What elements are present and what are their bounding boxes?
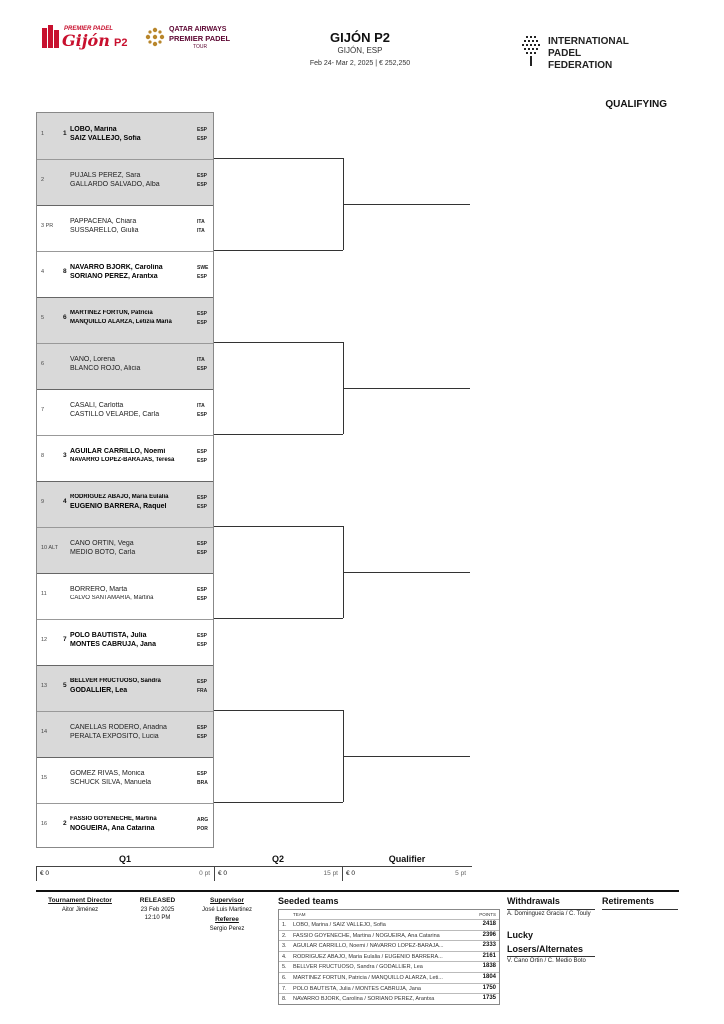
seed-rank: 5. (282, 964, 287, 971)
seeded-points: 2396 (482, 931, 496, 938)
lucky-title: Lucky (507, 930, 534, 940)
player-2-name: SUSSARELLO, Giulia (70, 227, 139, 234)
seeded-team-name: FASSIO GOYENECHE, Martina / NOGUEIRA, Ana Catarina (293, 932, 440, 939)
player-2-country: ESP (197, 458, 208, 464)
seeded-row (279, 940, 499, 950)
draw-position: 7 (41, 407, 45, 413)
released-title: RELEASED (139, 897, 176, 904)
draw-slot (37, 757, 213, 803)
bracket-line (214, 802, 343, 803)
round-divider-1 (36, 866, 37, 881)
player-1-name: GOMEZ RIVAS, Monica (70, 770, 145, 777)
retirements-rule (602, 909, 678, 910)
gijon-logo-main: Gijón (62, 31, 110, 50)
player-1-country: ESP (197, 173, 208, 179)
seeded-row (279, 919, 499, 929)
seed-number: 3 (63, 452, 67, 459)
player-2-name: NAVARRO LOPEZ-BARAJAS, Teresa (70, 457, 175, 463)
seed-number: 4 (63, 498, 67, 505)
slot-separator (37, 343, 213, 344)
round-q1-prize: € 0 (40, 870, 50, 877)
released-block (125, 897, 190, 921)
player-2-country: FRA (197, 688, 208, 694)
player-1-country: ESP (197, 311, 208, 317)
slot-separator (37, 757, 213, 758)
draw-slot (37, 481, 213, 527)
retirements-title: Retirements (602, 896, 655, 906)
player-1-name: POLO BAUTISTA, Julia (70, 632, 147, 639)
player-2-country: ESP (197, 274, 208, 280)
round-qualifier-label: Qualifier (388, 854, 426, 864)
slot-separator (37, 481, 213, 482)
slot-separator (37, 205, 213, 206)
player-2-name: BLANCO ROJO, Alicia (70, 365, 141, 372)
draw-position: 9 (41, 499, 45, 505)
seeded-row (279, 930, 499, 940)
player-1-country: ESP (197, 495, 208, 501)
seeded-points: 2418 (482, 921, 496, 927)
player-1-name: VANO, Lorena (70, 356, 116, 363)
player-1-country: ITA (197, 219, 205, 225)
draw-slot (37, 665, 213, 711)
draw-position: 14 (41, 729, 48, 735)
draw-position: 1 (41, 131, 45, 137)
seed-number: 5 (63, 682, 67, 689)
player-2-country: ESP (197, 642, 208, 648)
seeded-row (279, 961, 499, 971)
released-date: 23 Feb 2025 (140, 907, 175, 913)
round-q1-label: Q1 (118, 854, 131, 864)
seed-rank: 3. (282, 943, 287, 950)
player-1-country: ITA (197, 357, 205, 363)
player-1-country: SWE (197, 265, 209, 271)
player-1-name: FASSIO GOYENECHE, Martina (70, 816, 157, 822)
player-1-country: ARG (197, 817, 209, 823)
slot-separator (37, 619, 213, 620)
seed-rank: 2. (282, 932, 287, 939)
draw-slot (37, 711, 213, 757)
premier-padel-qatar-logo (145, 22, 240, 52)
tour-text: TOUR (193, 44, 208, 50)
draw-slot (37, 573, 213, 619)
withdrawals-text: A. Dominguez Gracia / C. Touly (507, 911, 591, 917)
bracket-line (214, 250, 343, 251)
seeded-row (279, 983, 499, 993)
supervisor-title: Supervisor (210, 897, 244, 904)
player-1-name: PAPPACENA, Chiara (70, 218, 137, 225)
player-1-name: BORRERO, Marta (70, 586, 128, 593)
supervisor-block (193, 897, 261, 932)
slot-separator (37, 389, 213, 390)
seeded-points: 1750 (482, 984, 496, 991)
tournament-director-title: Tournament Director (48, 897, 112, 904)
player-2-name: SCHUCK SILVA, Manuela (70, 779, 152, 786)
bracket-line (343, 756, 470, 757)
draw-position: 2 (41, 177, 45, 183)
seeded-points: 1804 (482, 974, 496, 980)
bracket-line (343, 388, 470, 389)
bracket-line (214, 158, 343, 159)
seeded-team-name: NAVARRO BJÖRK, Carolina / SORIANO PEREZ, Arantxa (293, 996, 435, 1003)
seeded-team-name: AGUILAR CARRILLO, Noemi / NAVARRO LOPEZ-BARAJA... (293, 943, 444, 950)
draw-position: 12 (41, 637, 48, 643)
draw-position: 3 PR (41, 223, 54, 229)
player-2-name: SAIZ VALLEJO, Sofia (70, 135, 141, 142)
player-2-name: MANQUILLO ALARZA, Letizia Maria (70, 319, 172, 325)
player-1-country: ESP (197, 127, 208, 133)
referee-title: Referee (215, 916, 239, 923)
slot-separator (37, 159, 213, 160)
gijon-logo-top: PREMIER PADEL (64, 26, 113, 32)
player-2-country: ESP (197, 366, 208, 372)
bracket-line (214, 526, 343, 527)
slot-separator (37, 803, 213, 804)
draw-slot (37, 527, 213, 573)
ipf-text-1: INTERNATIONAL (548, 36, 629, 47)
draw-slot (37, 389, 213, 435)
player-2-name: MONTES CABRUJA, Jana (70, 641, 156, 648)
draw-position: 16 (41, 821, 48, 827)
player-2-name: SORIANO PEREZ, Arantxa (70, 273, 158, 280)
draw-position: 15 (41, 775, 48, 781)
player-1-country: ESP (197, 633, 208, 639)
player-2-country: POR (197, 826, 208, 832)
bracket-line (214, 434, 343, 435)
draw-position: 6 (41, 361, 45, 367)
seeded-col-team: TEAM (293, 912, 306, 917)
player-1-name: RODRIGUEZ ABAJO, Maria Eulalia (70, 494, 169, 500)
round-divider-2 (214, 866, 215, 881)
player-1-country: ITA (197, 403, 205, 409)
withdrawals-title: Withdrawals (507, 896, 560, 906)
losers-alternates-title: Losers/Alternates (507, 944, 584, 954)
seed-number: 6 (63, 314, 67, 321)
player-1-country: ESP (197, 771, 208, 777)
draw-position: 5 (41, 315, 45, 321)
player-2-country: ESP (197, 182, 208, 188)
bracket-line (343, 572, 470, 573)
gijon-p2-logo (42, 22, 142, 52)
player-2-country: ESP (197, 550, 208, 556)
player-1-name: AGUILAR CARRILLO, Noemi (70, 448, 166, 455)
slot-separator (37, 665, 213, 666)
rounds-footer (36, 854, 472, 884)
player-2-country: ESP (197, 504, 208, 510)
player-2-country: BRA (197, 780, 208, 786)
player-2-name: EUGENIO BARRERA, Raquel (70, 503, 167, 510)
ipf-text-3: FEDERATION (548, 60, 613, 71)
round-q1-points: 0 pt (199, 870, 210, 877)
ipf-logo (520, 32, 640, 72)
seed-rank: 1. (282, 922, 287, 928)
round-divider-3 (342, 866, 343, 881)
seeded-row (279, 951, 499, 961)
seed-rank: 4. (282, 953, 287, 960)
draw-position: 8 (41, 453, 45, 459)
player-2-country: ESP (197, 734, 208, 740)
draw-slot (37, 251, 213, 297)
referee-name: Sergio Perez (209, 926, 245, 932)
player-2-name: PERALTA EXPOSITO, Lucia (70, 733, 159, 740)
seeded-points: 1735 (482, 995, 496, 1002)
draw-slot (37, 343, 213, 389)
player-2-name: GALLARDO SALVADO, Alba (70, 181, 160, 188)
player-2-name: MEDIO BOTO, Carla (70, 549, 136, 556)
draw-slot (37, 205, 213, 251)
seeded-team-name: RODRIGUEZ ABAJO, Maria Eulalia / EUGENIO BARRERA... (293, 953, 443, 960)
gijon-logo-suffix: P2 (114, 37, 128, 49)
seeded-teams-table (278, 909, 500, 1005)
rounds-divider (36, 866, 472, 867)
bracket-line (214, 618, 343, 619)
seeded-points: 2161 (482, 952, 496, 959)
round-q2-label: Q2 (271, 854, 284, 864)
slot-separator (37, 711, 213, 712)
slot-separator (37, 251, 213, 252)
slot-separator (37, 297, 213, 298)
player-1-name: NAVARRO BJÖRK, Carolina (70, 264, 163, 271)
seeded-row (279, 972, 499, 982)
seed-number: 1 (63, 130, 67, 137)
draw-slot (37, 159, 213, 205)
seed-number: 8 (63, 268, 67, 275)
player-1-name: LOBO, Marina (70, 126, 117, 133)
seed-rank: 8. (282, 996, 287, 1003)
player-2-country: ESP (197, 136, 208, 142)
draw-position: 11 (41, 591, 47, 597)
player-1-country: ESP (197, 449, 208, 455)
player-2-name: CASTILLO VELARDE, Carla (70, 411, 160, 418)
seed-rank: 6. (282, 975, 287, 981)
player-1-country: ESP (197, 587, 208, 593)
seeded-points: 1838 (482, 963, 496, 970)
seed-number: 7 (63, 636, 67, 643)
draw-position: 13 (41, 683, 48, 689)
player-2-country: ITA (197, 228, 205, 234)
player-2-name: NOGUEIRA, Ana Catarina (70, 825, 155, 832)
round-q2-prize: € 0 (218, 870, 228, 877)
bracket-line (214, 342, 343, 343)
player-1-name: CASALI, Carlotta (70, 402, 124, 409)
round-qualifier-points: 5 pt (455, 870, 466, 877)
tournament-location: GIJÓN, ESP (337, 46, 383, 55)
ipf-text-2: PADEL (548, 48, 582, 59)
draw-table (36, 112, 214, 848)
seeded-team-name: LOBO, Marina / SAIZ VALLEJO, Sofia (293, 922, 386, 928)
bracket-line (343, 204, 470, 205)
player-1-name: MARTINEZ FORTUN, Patricia (70, 310, 153, 316)
slot-separator (37, 527, 213, 528)
seeded-points: 2333 (482, 942, 496, 949)
tournament-title: GIJÓN P2 (330, 30, 390, 45)
draw-slot (37, 297, 213, 343)
draw-slot (37, 619, 213, 665)
player-1-country: ESP (197, 679, 208, 685)
supervisor-name: José Luis Martinez (201, 907, 253, 913)
round-qualifier-prize: € 0 (346, 870, 356, 877)
footer-rule (36, 890, 679, 892)
draw-slot (37, 803, 213, 849)
player-2-name: GODALLIER, Lea (70, 687, 128, 694)
player-2-name: CALVO SANTAMARIA, Martina (70, 595, 154, 601)
seeded-teams-title: Seeded teams (278, 896, 339, 906)
tournament-director-block (40, 897, 120, 913)
section-label: QUALIFYING (605, 99, 667, 110)
seed-rank: 7. (282, 985, 287, 992)
player-2-country: ESP (197, 412, 208, 418)
player-2-country: ESP (197, 320, 208, 326)
premier-padel-text: PREMIER PADEL (169, 34, 231, 43)
lucky-text: V. Cano Ortin / C. Medio Boto (507, 958, 586, 964)
player-1-name: PUJALS PEREZ, Sara (70, 172, 141, 179)
seed-number: 2 (63, 820, 67, 827)
draw-position: 10 ALT (41, 545, 59, 551)
qatar-airways-text: QATAR AIRWAYS (169, 26, 227, 33)
released-time: 12:10 PM (144, 915, 171, 921)
bracket-line (214, 710, 343, 711)
player-1-country: ESP (197, 541, 208, 547)
draw-position: 4 (41, 269, 45, 275)
player-1-name: BELLVER FRUCTUOSO, Sandra (70, 678, 161, 684)
player-1-country: ESP (197, 725, 208, 731)
tournament-dates-prize: Feb 24- Mar 2, 2025 | € 252,250 (309, 60, 411, 67)
tournament-director-name: Aitor Jiménez (61, 907, 99, 913)
player-2-country: ESP (197, 596, 208, 602)
seeded-col-points: POINTS (479, 912, 496, 917)
slot-separator (37, 573, 213, 574)
seeded-row (279, 993, 499, 1003)
round-q2-points: 15 pt (323, 870, 338, 877)
draw-slot (37, 435, 213, 481)
seeded-team-name: MARTINEZ FORTUN, Patricia / MANQUILLO ALARZA, Leti... (293, 975, 443, 981)
seeded-team-name: BELLVER FRUCTUOSO, Sandra / GODALLIER, Lea (293, 964, 423, 971)
seeded-team-name: POLO BAUTISTA, Julia / MONTES CABRUJA, Jana (293, 985, 421, 992)
player-1-name: CAÑELLAS RODERO, Ariadna (70, 724, 167, 731)
draw-slot (37, 113, 213, 159)
player-1-name: CANO ORTIN, Vega (70, 540, 134, 547)
slot-separator (37, 435, 213, 436)
